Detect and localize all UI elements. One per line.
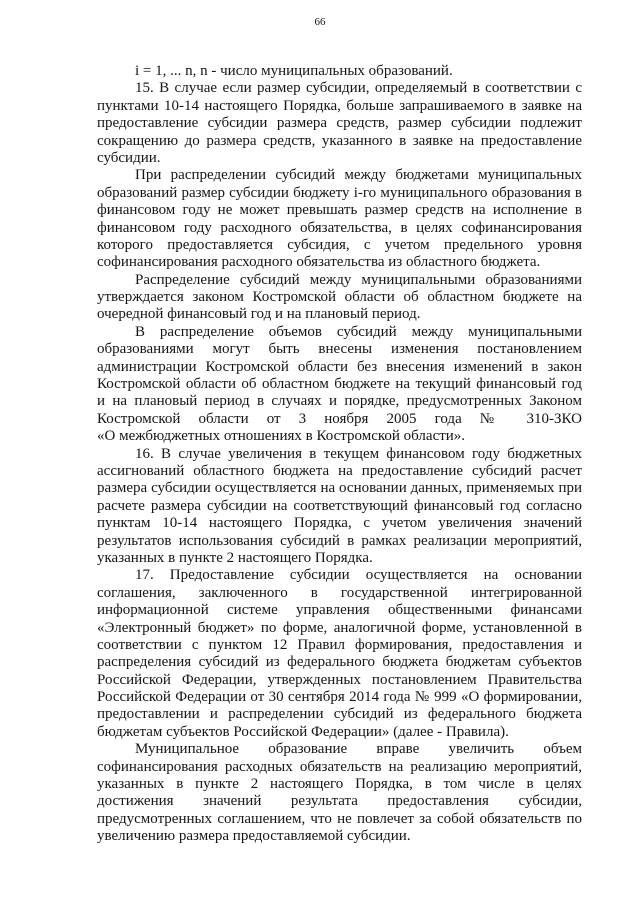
text-line: соответствии с пунктом 12 Правил формирования, предоставления и	[97, 636, 582, 653]
paragraph	[97, 567, 582, 741]
text-line: В распределение объемов субсидий между муниципальными	[135, 323, 582, 340]
text-line: образований размер субсидии бюджету i-го муниципального образования в	[97, 184, 582, 201]
text-line: софинансирования расходного обязательства из областного бюджета.	[97, 254, 541, 271]
text-line: сокращению до размера средств, указанного в заявке на предоставление	[97, 132, 582, 149]
paragraph	[97, 324, 582, 446]
text-line: пунктами 10-14 настоящего Порядка, больше запрашиваемого в заявке на	[97, 97, 582, 114]
text-line: предоставление субсидии размера средств, размер субсидии подлежит	[97, 115, 582, 132]
text-line: финансовом году не может превышать размер средств на исполнение в	[97, 202, 582, 219]
text-line: 16. В случае увеличения в текущем финансовом году бюджетных	[135, 445, 582, 462]
text-line: софинансирования расходных обязательств на реализацию мероприятий,	[97, 758, 582, 775]
text-line: Костромской области об областном бюджете на текущий финансовый год	[97, 376, 582, 393]
text-line: 17. Предоставление субсидии осуществляется на основании	[135, 567, 582, 584]
paragraph	[97, 167, 582, 271]
text-line: субсидии.	[97, 149, 161, 166]
document-body	[97, 63, 582, 846]
text-line: увеличению размера предоставляемой субсидии.	[97, 828, 411, 845]
text-line: расчете размера субсидии на соответствующий финансовый год согласно	[97, 497, 582, 514]
text-line: администрации Костромской области без внесения изменений в закон	[97, 358, 582, 375]
text-line: предоставлении и распределении субсидий из федерального бюджета	[97, 706, 582, 723]
text-line: Распределение субсидий между муниципальными образованиями	[135, 271, 582, 288]
text-line: i = 1, ... n, n - число муниципальных образований.	[135, 63, 453, 79]
paragraph	[97, 446, 582, 568]
text-line: бюджетам субъектов Российской Федерации» (далее - Правила).	[97, 723, 509, 740]
text-line: «О межбюджетных отношениях в Костромской области».	[97, 428, 466, 445]
text-line: образованиями могут быть внесены изменения постановлением	[97, 341, 582, 358]
text-line: которого предоставляется субсидия, с учетом предельного уровня	[97, 236, 582, 253]
text-line: очередной финансовый год и на плановый период.	[97, 306, 421, 323]
text-line: результатов использования субсидий в рамках реализации мероприятий,	[97, 532, 582, 549]
text-line: Муниципальное образование вправе увеличить объем	[135, 741, 582, 758]
text-line: указанных в пункте 2 настоящего Порядка, в том числе в целях	[97, 776, 582, 793]
text-line: финансовом году расходного обязательства, в целях софинансирования	[97, 219, 582, 236]
text-line: распределения субсидий из федерального бюджета бюджетам субъектов	[97, 654, 582, 671]
text-line: 15. В случае если размер субсидии, определяемый в соответствии с	[135, 80, 582, 97]
paragraph	[97, 272, 582, 324]
text-line: размера субсидии осуществляется на основании данных, применяемых при	[97, 480, 582, 497]
text-line: ассигнований областного бюджета на предоставление субсидий расчет	[97, 462, 582, 479]
text-line: указанных в пункте 2 настоящего Порядка.	[97, 549, 373, 566]
text-line: «Электронный бюджет» по форме, аналогичной форме, установленной в	[97, 619, 582, 636]
text-line: утверждается законом Костромской области об областном бюджете на	[97, 289, 582, 306]
paragraph	[97, 741, 582, 845]
paragraph	[97, 63, 582, 80]
text-line: соглашения, заключенного в государственной интегрированной	[97, 584, 582, 601]
text-line: информационной системе управления общественными финансами	[97, 602, 582, 619]
text-line: пунктам 10-14 настоящего Порядка, с учетом увеличения значений	[97, 515, 582, 532]
text-line: и на плановый период в случаях и порядке, предусмотренных Законом	[97, 393, 582, 410]
paragraph	[97, 80, 582, 167]
text-line: Российской Федерации, утвержденных постановлением Правительства	[97, 671, 582, 688]
page-number: 66	[314, 16, 326, 28]
text-line: Костромской области от 3 ноября 2005 года № 310-ЗКО	[97, 410, 582, 427]
text-line: достижения значений результата предоставления субсидии,	[97, 793, 582, 810]
text-line: При распределении субсидий между бюджетами муниципальных	[135, 167, 582, 184]
text-line: предусмотренных соглашением, что не повлечет за собой обязательств по	[97, 810, 582, 827]
text-line: Российской Федерации от 30 сентября 2014 года № 999 «О формировании,	[97, 689, 582, 706]
